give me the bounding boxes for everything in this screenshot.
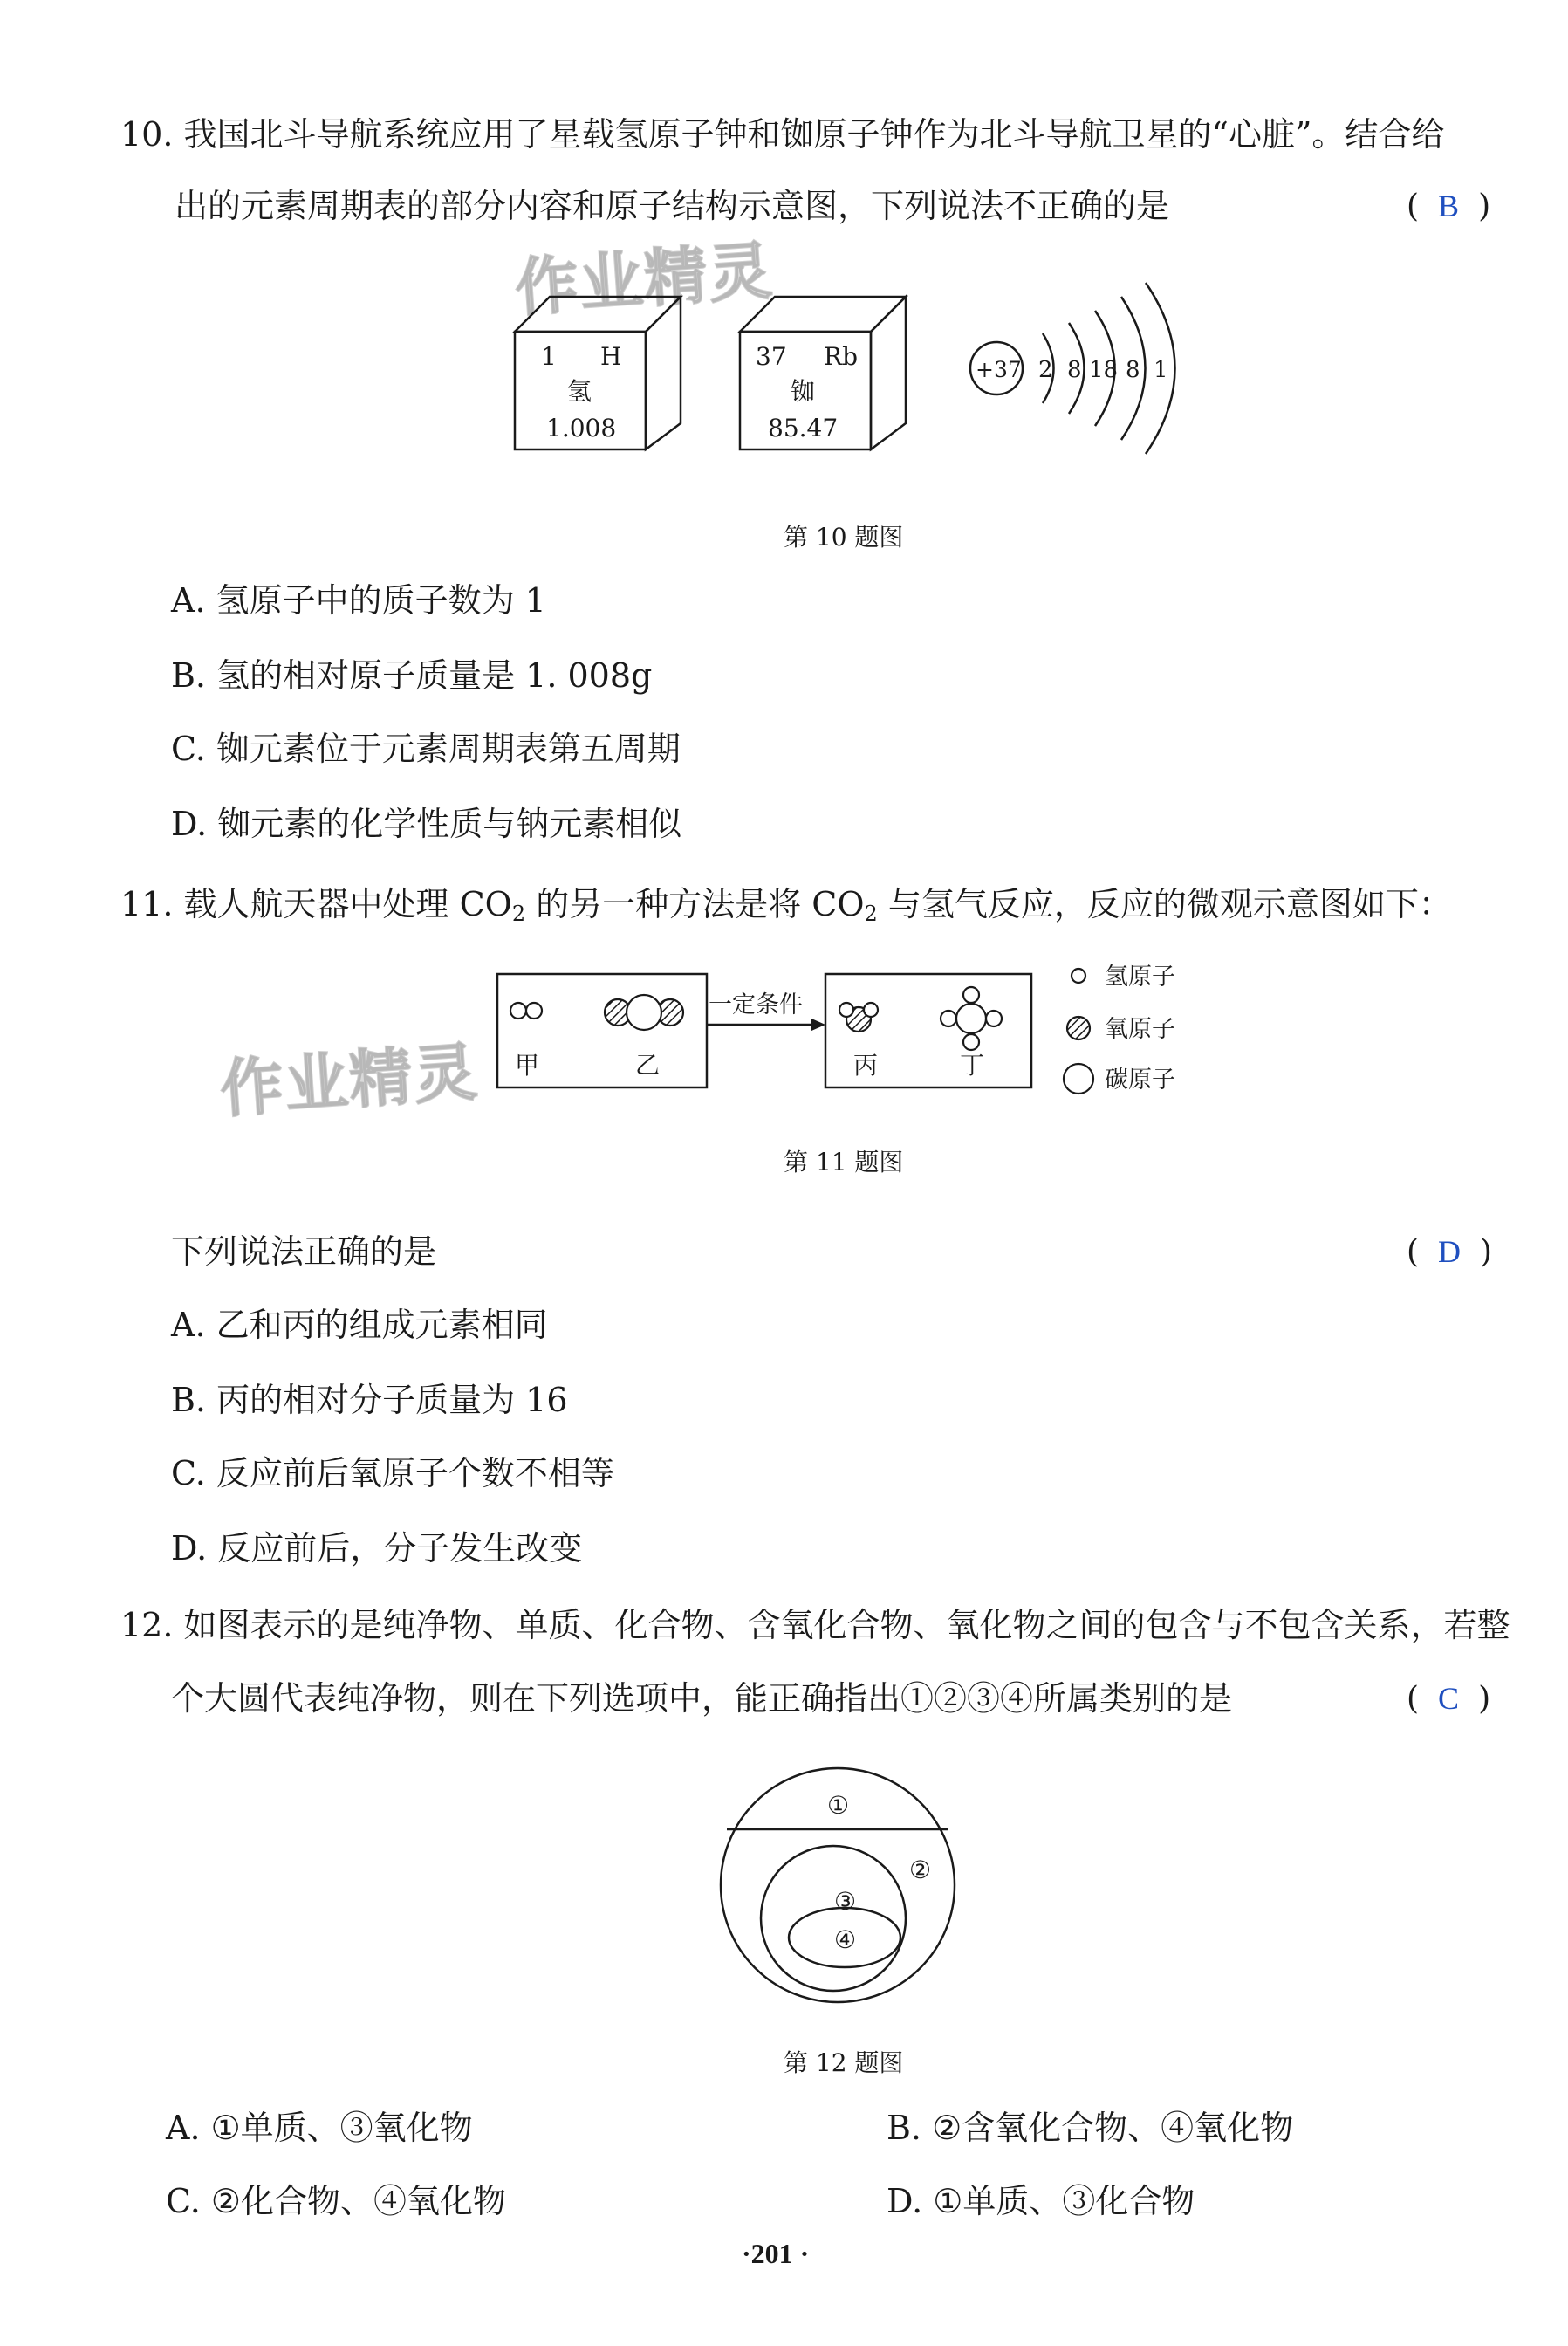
h-atomic-number: 1 [541,342,557,371]
region-4-label: ④ [834,1925,857,1954]
q11-option-a: A. 乙和丙的组成元素相同 [171,1306,548,1344]
legend-oxygen-icon [1067,1017,1090,1039]
shell-1-electrons: 2 [1038,357,1053,383]
q11-stem-part3: 与氢气反应，反应的微观示意图如下： [877,885,1452,923]
q11-stem-part2: 的另一种方法是将 CO [525,885,865,923]
watermark: 作业精灵 [512,233,777,326]
legend [1064,969,1093,1094]
carbon-dioxide-molecule [605,995,683,1030]
legend-carbon-label: 碳原子 [1105,1067,1175,1094]
q12-stem-line1: 12. 如图表示的是纯净物、单质、化合物、含氧化合物、氧化物之间的包含与不包含关系，若整 [120,1606,1510,1644]
label-jia: 甲 [515,1051,540,1080]
label-yi: 乙 [635,1051,661,1080]
q11-subscript-2: 2 [864,902,878,926]
q11-question: 下列说法正确的是 [171,1232,437,1271]
q10-answer: ( B ) [1407,189,1491,224]
q12-classification-diagram [716,1763,960,2007]
legend-oxygen-label: 氧原子 [1105,1016,1175,1043]
q11-reaction-diagram [489,951,1501,1108]
q12-answer: ( C ) [1407,1681,1491,1717]
q11-answer-letter: D [1438,1234,1462,1269]
q12-caption: 第 12 题图 [784,2048,904,2077]
q12-option-d: D. ①单质、③化合物 [887,2182,1195,2220]
page-number: ·201 · [742,2238,810,2269]
label-ding: 丁 [960,1051,985,1080]
h-atomic-mass: 1.008 [546,414,617,442]
legend-carbon-icon [1064,1064,1093,1094]
region-3-label: ③ [834,1887,857,1916]
shell-2-electrons: 8 [1067,357,1082,383]
q12-option-a: A. ①单质、③氧化物 [166,2109,473,2147]
rb-symbol: Rb [824,342,859,371]
q12-stem-line2: 个大圆代表纯净物，则在下列选项中，能正确指出①②③④所属类别的是 [171,1679,1233,1718]
q11-option-c: C. 反应前后氧原子个数不相等 [171,1454,614,1492]
q12-option-c: C. ②化合物、④氧化物 [166,2182,506,2220]
rb-atomic-mass: 85.47 [768,414,839,442]
q10-caption: 第 10 题图 [784,523,904,552]
q10-option-c: C. 铷元素位于元素周期表第五周期 [171,730,681,768]
legend-hydrogen-label: 氢原子 [1105,964,1175,991]
q11-subscript-1: 2 [511,902,526,926]
legend-hydrogen-icon [1072,969,1085,983]
reaction-condition: 一定条件 [709,991,803,1019]
hydrogen-molecule [510,1003,542,1019]
region-2-label: ② [909,1856,932,1884]
shell-5-electrons: 1 [1154,357,1168,383]
rb-atomic-number: 37 [756,342,787,371]
rb-name: 铷 [791,377,816,406]
shell-4-electrons: 8 [1126,357,1140,383]
q10-stem-line2: 出的元素周期表的部分内容和原子结构示意图，下列说法不正确的是 [175,187,1170,225]
q10-answer-letter: B [1438,189,1460,223]
q10-option-b: B. 氢的相对原子质量是 1. 008g [171,656,653,695]
q12-answer-letter: C [1438,1681,1460,1716]
inner-circle [761,1846,906,1991]
shell-3-electrons: 18 [1089,357,1119,383]
q10-option-d: D. 铷元素的化学性质与钠元素相似 [171,805,682,843]
label-bing: 丙 [853,1051,879,1080]
q11-answer: ( D ) [1407,1234,1493,1270]
q11-caption: 第 11 题图 [784,1148,904,1176]
region-1-label: ① [827,1791,850,1820]
q10-figure [506,271,1187,463]
methane-molecule [941,987,1002,1050]
h-symbol: H [600,342,622,371]
h-name: 氢 [567,377,592,406]
water-molecule [839,1003,878,1032]
q10-stem-line1: 10. 我国北斗导航系统应用了星载氢原子钟和铷原子钟作为北斗导航卫星的“心脏”。结合给 [120,115,1445,154]
watermark-2: 作业精灵 [217,1034,482,1127]
q11-option-b: B. 丙的相对分子质量为 16 [171,1381,568,1419]
nucleus-charge: +37 [976,357,1022,382]
q10-option-a: A. 氢原子中的质子数为 1 [171,581,546,620]
q12-option-b: B. ②含氧化合物、④氧化物 [887,2109,1294,2147]
q11-stem-part1: 11. 载人航天器中处理 CO [120,885,512,923]
arrow-head [811,1019,825,1031]
q11-stem [120,883,1452,935]
q11-option-d: D. 反应前后，分子发生改变 [171,1529,583,1567]
